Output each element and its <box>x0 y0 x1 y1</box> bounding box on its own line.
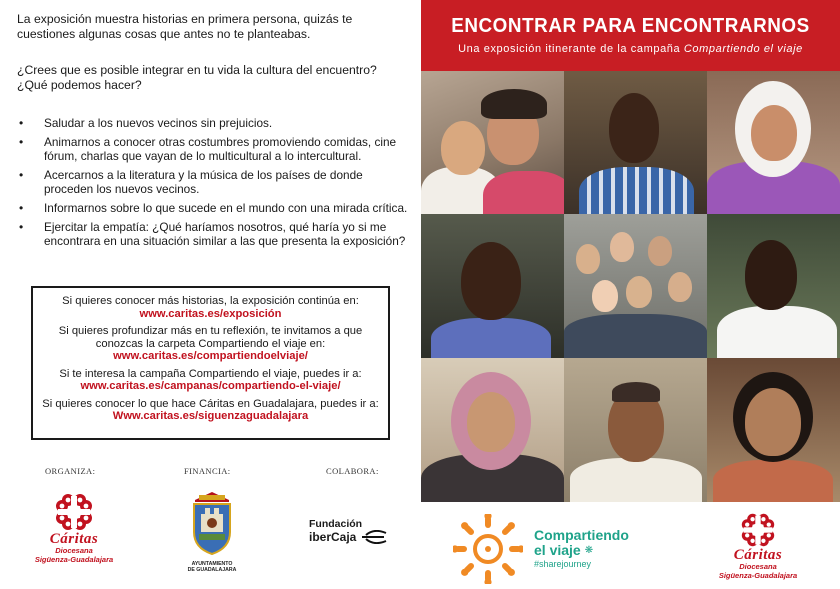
campaign-hashtag: #sharejourney <box>534 559 592 569</box>
list-item: • Saludar a los nuevos vecinos sin prejuicios. <box>17 116 412 130</box>
caritas-logo <box>22 492 126 564</box>
ibercaja-logo <box>309 518 409 544</box>
list-item: • Animarnos a conocer otras costumbres promoviendo comidas, cine fórum, charlas que vayan de lo multicultural a lo intercultural. <box>17 135 412 163</box>
caritas-logo-right <box>706 512 810 580</box>
suggestions-list <box>17 116 412 253</box>
campana-link[interactable]: www.caritas.es/campanas/compartiendo-el-viaje/ <box>80 380 341 392</box>
question-line-2: ¿Qué podemos hacer? <box>17 78 142 92</box>
right-panel <box>421 0 840 589</box>
ibercaja-line2: iberCaja <box>309 529 357 544</box>
links-entry-text: Si quieres conocer más historias, la exposición continúa en: <box>62 295 359 307</box>
caritas-sub1: Diocesana <box>55 546 93 555</box>
caritas-cross-icon <box>54 492 94 532</box>
caritas-name: Cáritas <box>733 547 783 563</box>
subtitle-prefix: Una exposición itinerante de la campaña <box>458 43 684 55</box>
links-entry <box>39 368 382 393</box>
list-item: • Acercarnos a la literatura y la música de los países de donde proceden los nuevos vecinos. <box>17 168 412 196</box>
colabora-label: COLABORA: <box>326 466 379 476</box>
portrait-photo-man-embroidered-shirt <box>564 358 707 502</box>
question-block <box>17 63 407 93</box>
exhibition-title: ENCONTRAR PARA ENCONTRARNOS <box>451 14 810 37</box>
small-sun-icon: ❋ <box>584 545 594 556</box>
ibercaja-line1: Fundación <box>309 518 363 530</box>
compartiendo-line1: Compartiendo <box>534 527 629 543</box>
portrait-photo-woman-pink-scarf <box>421 358 564 502</box>
exhibition-subtitle <box>421 43 840 55</box>
caritas-name: Cáritas <box>49 531 99 547</box>
organiza-label: ORGANIZA: <box>45 466 96 476</box>
ibercaja-symbol-icon <box>362 530 388 544</box>
campaign-sun-icon <box>453 514 523 584</box>
financia-label: FINANCIA: <box>184 466 231 476</box>
list-item: • Ejercitar la empatía: ¿Qué haríamos nosotros, qué haría yo si me encontrara en una situación similar a las que presenta la exposición? <box>17 220 412 248</box>
question-line-1: ¿Crees que es posible integrar en tu vida la cultura del encuentro? <box>17 63 377 77</box>
links-entry-text: Si quieres conocer lo que hace Cáritas en Guadalajara, puedes ir a: <box>42 397 379 410</box>
caritas-sub2: Sigüenza-Guadalajara <box>34 555 114 564</box>
portrait-photo-mother-daughter <box>421 71 564 214</box>
campaign-logos <box>421 502 840 589</box>
portrait-photo-man-checked-shirt <box>564 71 707 214</box>
links-box <box>31 286 390 440</box>
portrait-photo-man-white-polo <box>707 214 840 358</box>
portrait-photo-group-teenagers <box>564 214 707 358</box>
exposicion-link[interactable]: www.caritas.es/exposición <box>139 307 282 320</box>
portrait-photo-woman-dark-hair <box>707 358 840 502</box>
caritas-sub2: Sigüenza-Guadalajara <box>718 571 798 580</box>
guadalajara-link[interactable]: Www.caritas.es/siguenzaguadalajara <box>112 410 309 422</box>
subtitle-campaign: Compartiendo el viaje <box>683 43 803 55</box>
ayuntamiento-line2: DE GUADALAJARA <box>187 567 237 573</box>
ayuntamiento-logo <box>183 490 241 576</box>
links-entry <box>39 325 382 363</box>
compartiendo-line2: el viaje <box>534 542 581 558</box>
links-entry-text: Si te interesa la campaña Compartiendo el viaje, puedes ir a: <box>59 367 362 380</box>
title-banner <box>421 0 840 71</box>
compartiendo-logo <box>534 528 634 569</box>
compartiendo-link[interactable]: www.caritas.es/compartiendoelviaje/ <box>113 350 308 362</box>
links-entry-text: Si quieres profundizar más en tu reflexión, te invitamos a que conozcas la carpeta Compartiendo el viaje en: <box>58 325 363 350</box>
links-entry <box>39 295 382 320</box>
city-crest-icon <box>189 490 235 556</box>
links-entry <box>39 398 382 423</box>
intro-text: La exposición muestra historias en primera persona, quizás te cuestiones algunas cosas que antes no te planteabas. <box>17 12 353 41</box>
portrait-photo-woman-white-scarf <box>707 71 840 214</box>
caritas-sub1: Diocesana <box>739 562 777 571</box>
ayuntamiento-line1: AYUNTAMIENTO <box>191 561 233 567</box>
list-item: • Informarnos sobre lo que sucede en el mundo con una mirada crítica. <box>17 201 412 215</box>
portrait-photo-smiling-young-man <box>421 214 564 358</box>
portrait-grid <box>421 71 840 502</box>
caritas-cross-icon <box>740 512 776 548</box>
